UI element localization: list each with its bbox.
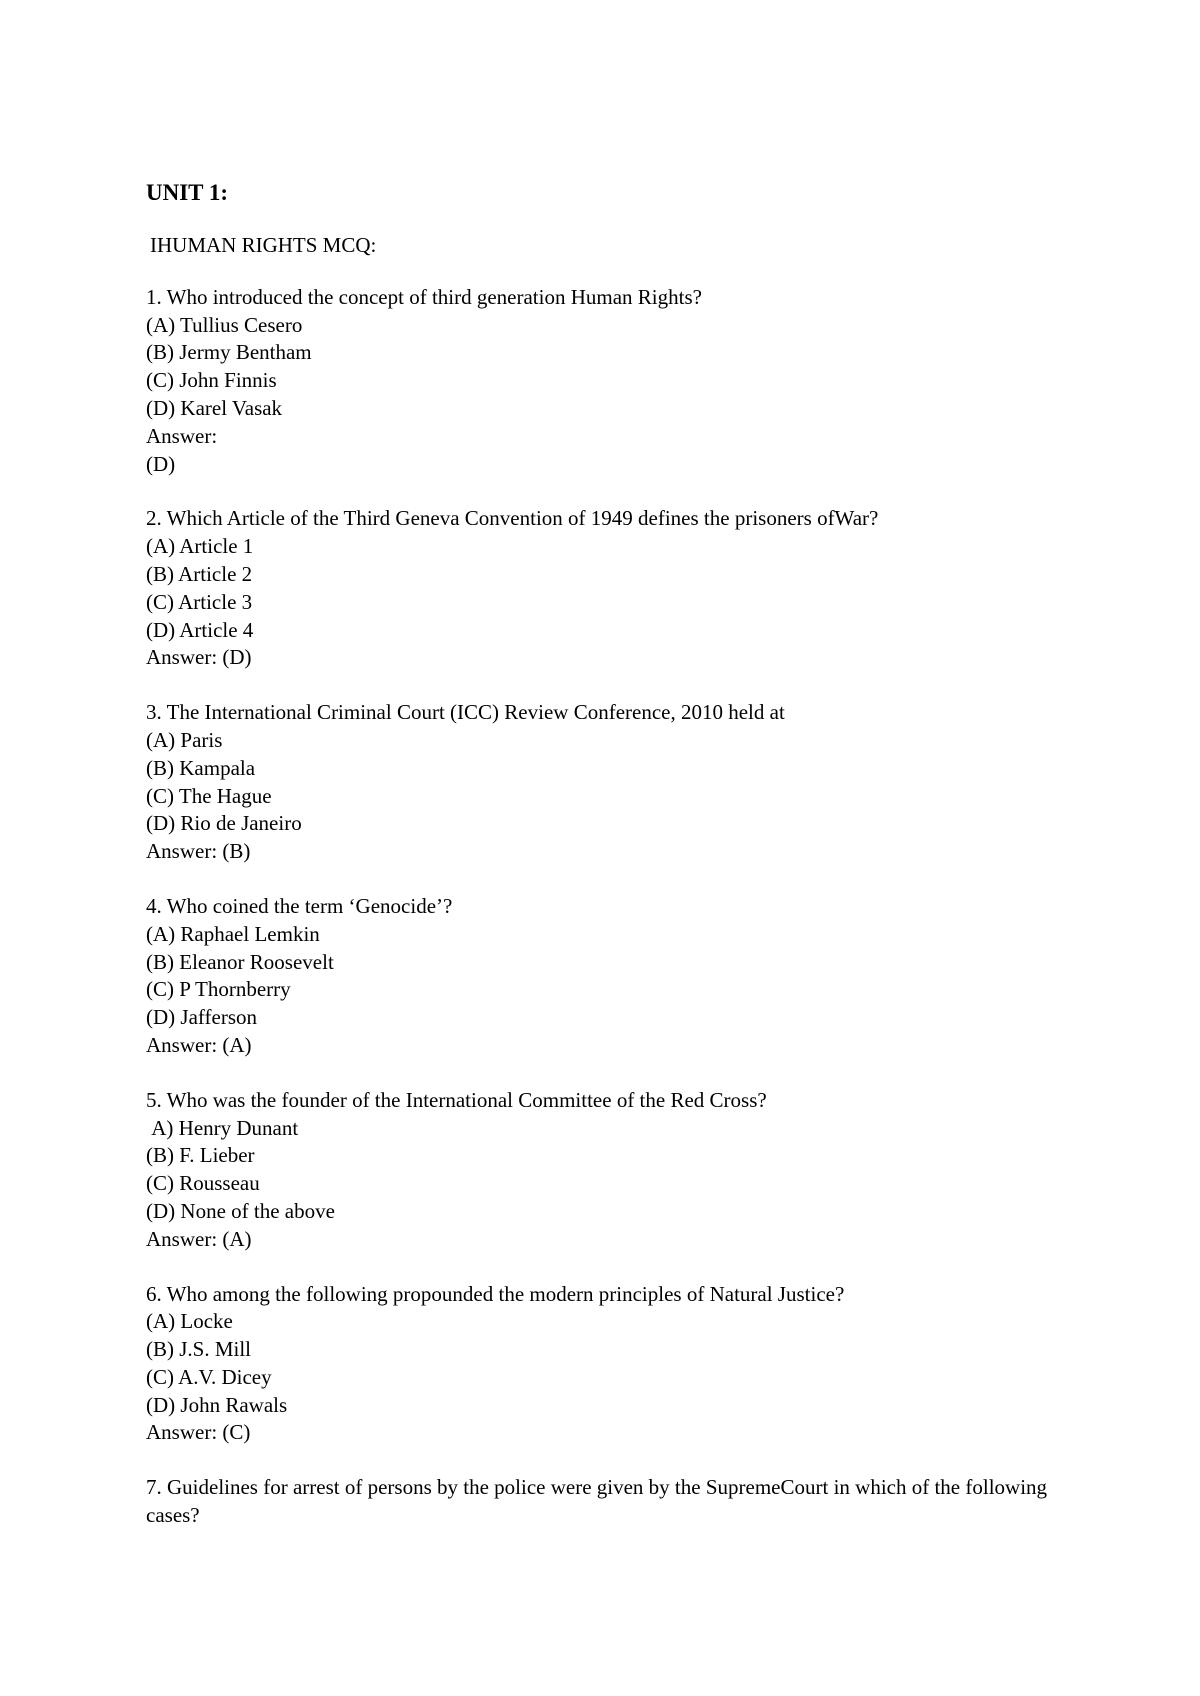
question-block: [146, 505, 1096, 672]
question-block: [146, 1474, 1096, 1530]
answer-option: (B) F. Lieber: [146, 1143, 255, 1168]
answer-option: A) Henry Dunant: [146, 1115, 299, 1140]
answer-option: (A) Article 1: [146, 534, 254, 559]
answer-option: (D) Rio de Janeiro: [146, 811, 302, 836]
answer-option: (D) John Rawals: [146, 1392, 288, 1417]
question-text: 2. Which Article of the Third Geneva Convention of 1949 defines the prisoners ofWar?: [146, 506, 879, 531]
answer-option: (C) P Thornberry: [146, 977, 291, 1002]
answer-option: (B) Kampala: [146, 755, 256, 780]
answer-option: (C) The Hague: [146, 783, 272, 808]
answer-option: (A) Paris: [146, 727, 223, 752]
question-list: [146, 284, 1096, 1530]
question-text: 6. Who among the following propounded the modern principles of Natural Justice?: [146, 1281, 845, 1306]
answer-option: (C) A.V. Dicey: [146, 1364, 272, 1389]
answer-key: Answer: (B): [146, 839, 251, 864]
answer-option: (C) Rousseau: [146, 1171, 260, 1196]
question-text: 4. Who coined the term ‘Genocide’?: [146, 893, 453, 918]
question-text: 3. The International Criminal Court (ICC) Review Conference, 2010 held at: [146, 700, 785, 725]
answer-key: Answer: (A): [146, 1226, 252, 1251]
answer-key: (D): [146, 451, 176, 476]
answer-option: (B) Jermy Bentham: [146, 340, 312, 365]
answer-option: (A) Tullius Cesero: [146, 312, 303, 337]
answer-option: (D) Jafferson: [146, 1005, 257, 1030]
answer-option: (C) Article 3: [146, 589, 253, 614]
answer-option: (B) Eleanor Roosevelt: [146, 949, 334, 974]
question-text: 7. Guidelines for arrest of persons by the police were given by the SupremeCourt in which of the following cases?: [146, 1475, 1053, 1528]
unit-title: UNIT 1:: [146, 180, 229, 205]
answer-option: (C) John Finnis: [146, 368, 277, 393]
answer-option: (D) None of the above: [146, 1198, 335, 1223]
answer-key: Answer: (C): [146, 1420, 251, 1445]
question-block: [146, 893, 1096, 1060]
document-page: [146, 178, 1096, 1557]
question-block: [146, 1281, 1096, 1448]
answer-key: Answer:: [146, 423, 218, 448]
answer-option: (A) Raphael Lemkin: [146, 921, 320, 946]
section-title: IHUMAN RIGHTS MCQ:: [150, 233, 377, 257]
question-block: [146, 1087, 1096, 1254]
answer-option: (B) J.S. Mill: [146, 1337, 252, 1362]
question-block: [146, 284, 1096, 479]
answer-option: (D) Article 4: [146, 617, 254, 642]
question-text: 5. Who was the founder of the International Committee of the Red Cross?: [146, 1087, 767, 1112]
answer-option: (A) Locke: [146, 1309, 233, 1334]
answer-key: Answer: (D): [146, 645, 252, 670]
answer-option: (D) Karel Vasak: [146, 395, 283, 420]
answer-option: (B) Article 2: [146, 561, 253, 586]
question-text: 1. Who introduced the concept of third generation Human Rights?: [146, 284, 702, 309]
answer-key: Answer: (A): [146, 1032, 252, 1057]
question-block: [146, 699, 1096, 866]
